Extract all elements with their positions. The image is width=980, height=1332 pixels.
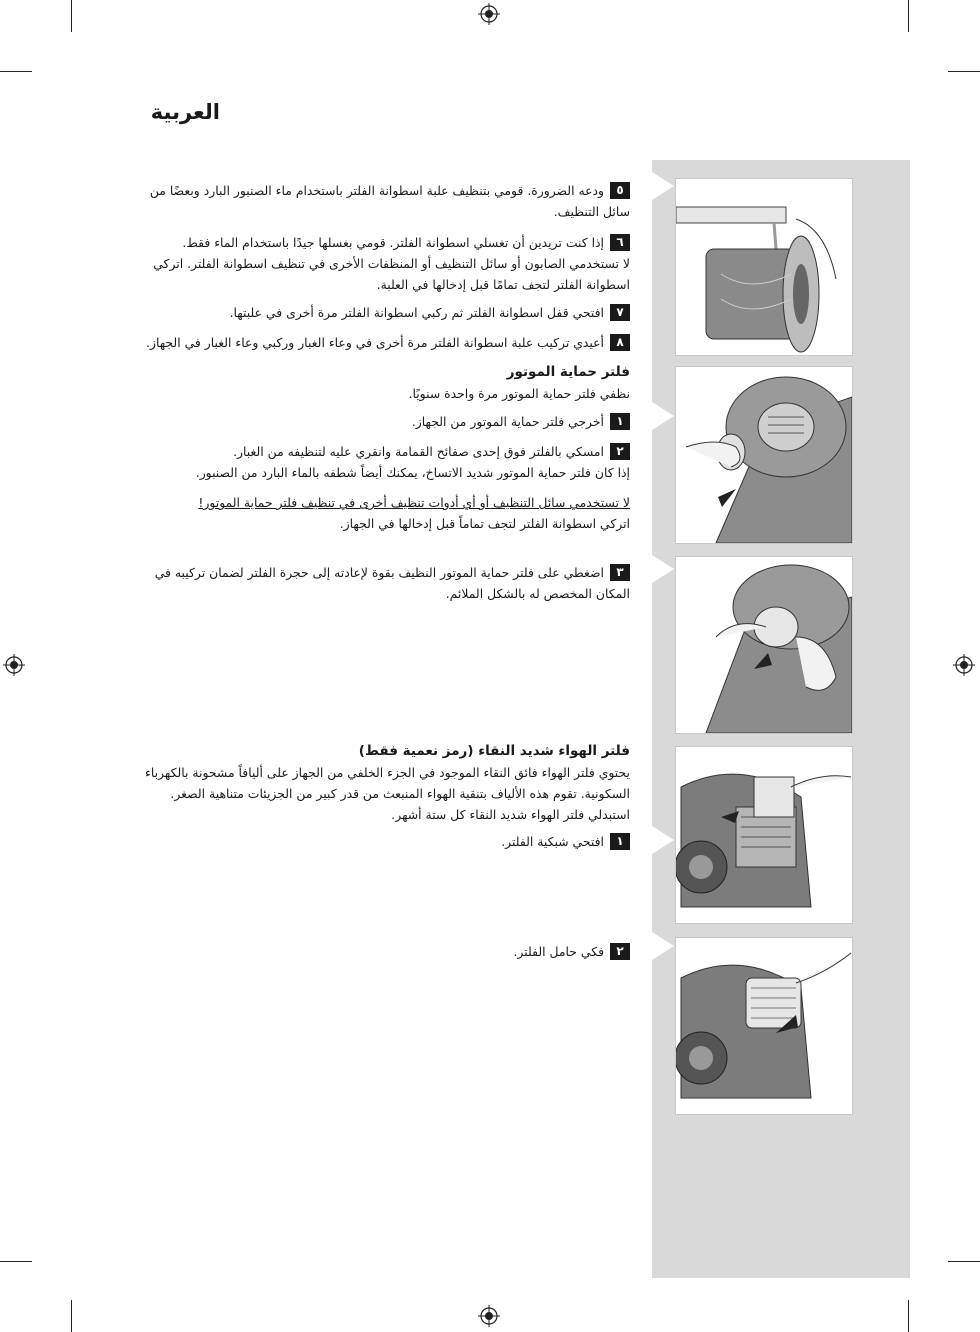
crop-mark (908, 1300, 909, 1332)
step-item (110, 941, 630, 962)
step-text: المكان المخصص له بالشكل الملائم. (445, 586, 630, 601)
step-text: إذا كنت تريدين أن تغسلي اسطوانة الفلتر. قومي بغسلها جيدًا باستخدام الماء فقط. (182, 235, 604, 250)
warning-text: لا تستخدمي سائل التنظيف أو أي أدوات تنظيف أخرى في تنظيف فلتر حماية الموتور! (198, 495, 630, 510)
step-text: أخرجي فلتر حماية الموتور من الجهاز. (411, 414, 604, 429)
step-number: ١ (610, 833, 630, 850)
step-number: ٢ (610, 443, 630, 460)
step-number: ٢ (610, 943, 630, 960)
step-text: أعيدي تركيب علبة اسطوانة الفلتر مرة أخرى في وعاء الغبار وركبي وعاء الغبار في الجهاز. (146, 335, 604, 350)
step-text: افتحي قفل اسطوانة الفلتر ثم ركبي اسطوانة الفلتر مرة أخرى في علبتها. (229, 305, 604, 320)
step-item (110, 562, 630, 604)
hepa-filter-section (110, 741, 630, 825)
figure-motor-filter-insert (675, 556, 853, 734)
warning-note (110, 492, 630, 534)
figure-motor-filter-remove (675, 366, 853, 544)
motor-filter-section (110, 362, 630, 404)
warning-continued: اتركي اسطوانة الفلتر لتجف تماماً قبل إدخالها في الجهاز. (339, 516, 630, 531)
section-heading: فلتر الهواء شديد النقاء (رمز نعمية فقط) (358, 743, 630, 759)
step-text: اسطوانة الفلتر لتجف تمامًا قبل إدخالها في العلبة. (376, 277, 630, 292)
step-text: لا تستخدمي الصابون أو سائل التنظيف أو المنظفات الأخرى في تنظيف اسطوانة الفلتر. اتركي (153, 256, 630, 271)
step-item (110, 441, 630, 483)
step-item (110, 180, 630, 222)
figure-hepa-grille-open (675, 746, 853, 924)
step-text: فكي حامل الفلتر. (513, 944, 604, 959)
figure-filter-can-rinse (675, 178, 853, 356)
step-number: ٨ (610, 334, 630, 351)
step-number: ٣ (610, 564, 630, 581)
pointer-arrow (652, 172, 674, 200)
pointer-arrow (652, 402, 674, 430)
step-number: ٦ (610, 234, 630, 251)
crop-mark (948, 71, 980, 72)
crop-mark (908, 0, 909, 32)
step-number: ١ (610, 413, 630, 430)
step-item (110, 332, 630, 353)
section-intro: يحتوي فلتر الهواء فائق النقاء الموجود في الجزء الخلفي من الجهاز على أليافاً مشحونة بالكهرباء (145, 765, 630, 780)
step-text: اضغطي على فلتر حماية الموتور النظيف بقوة لإعادته إلى حجرة الفلتر لضمان تركيبه في (154, 565, 604, 580)
registration-mark-icon (953, 654, 975, 676)
crop-mark (948, 1261, 980, 1262)
crop-mark (0, 1261, 32, 1262)
pointer-arrow (652, 932, 674, 960)
step-text: سائل التنظيف. (553, 204, 630, 219)
step-text: افتحي شبكية الفلتر. (501, 834, 604, 849)
crop-mark (0, 71, 32, 72)
registration-mark-icon (478, 3, 500, 25)
crop-mark (71, 1300, 72, 1332)
pointer-arrow (652, 555, 674, 583)
crop-mark (71, 0, 72, 32)
section-heading: فلتر حماية الموتور (506, 364, 630, 380)
figure-hepa-holder-release (675, 937, 853, 1115)
pointer-arrow (652, 826, 674, 854)
page-title: العربية (150, 100, 220, 124)
registration-mark-icon (478, 1305, 500, 1327)
step-item (110, 302, 630, 323)
step-text: إذا كان فلتر حماية الموتور شديد الاتساخ، يمكنك أيضاً شطفه بالماء البارد من الصنبور. (195, 465, 630, 480)
section-intro: السكونية. تقوم هذه الألياف بتنقية الهواء المنبعث من قدر كبير من الجزيئات متناهية الصغر. (170, 786, 630, 801)
step-item (110, 831, 630, 852)
step-item (110, 411, 630, 432)
registration-mark-icon (3, 654, 25, 676)
step-number: ٧ (610, 304, 630, 321)
step-text: ودعه الضرورة. قومي بتنظيف علبة اسطوانة الفلتر باستخدام ماء الصنبور البارد وبعضًا من (149, 183, 604, 198)
section-intro: استبدلي فلتر الهواء شديد النقاء كل ستة أشهر. (391, 807, 630, 822)
step-text: امسكي بالفلتر فوق إحدى صفائح القمامة وانقري عليه لتنظيفه من الغبار. (233, 444, 604, 459)
step-item (110, 232, 630, 295)
section-intro: نظفي فلتر حماية الموتور مرة واحدة سنويًا. (408, 386, 630, 401)
step-number: ٥ (610, 182, 630, 199)
